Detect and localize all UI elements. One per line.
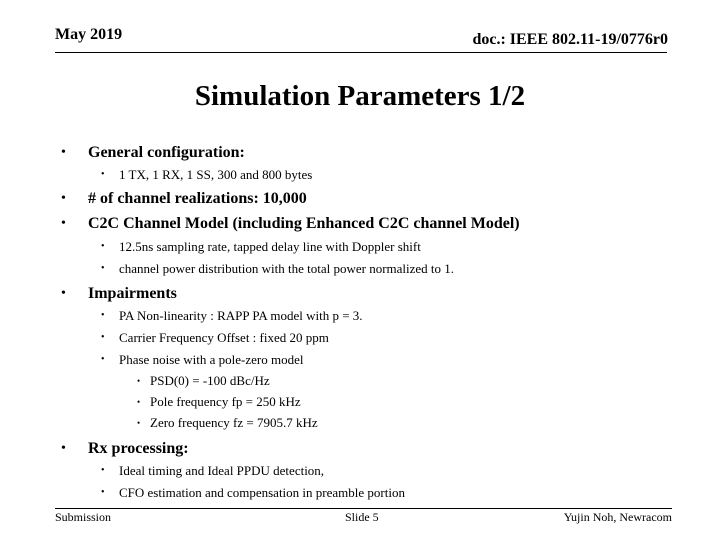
bullet-marker: •: [61, 441, 66, 456]
footer-submission: Submission: [55, 510, 112, 524]
bullet-marker: •: [101, 169, 105, 180]
bullet-marker: •: [101, 310, 105, 321]
bullet-marker: •: [137, 376, 141, 386]
bullet-rx-sub2: CFO estimation and compensation in preamble portion: [119, 485, 405, 500]
bullet-c2c: C2C Channel Model (including Enhanced C2C channel Model): [88, 215, 520, 232]
bullet-imp-sub3: Phase noise with a pole-zero model: [119, 352, 304, 367]
bullet-marker: •: [61, 216, 66, 231]
bullet-pn-sub1: PSD(0) = -100 dBc/Hz: [150, 373, 270, 388]
bullet-rx-sub1: Ideal timing and Ideal PPDU detection,: [119, 463, 325, 478]
bullet-marker: •: [61, 286, 66, 301]
bullet-pn-sub2: Pole frequency fp = 250 kHz: [150, 394, 301, 409]
bullet-realizations: # of channel realizations: 10,000: [88, 190, 307, 207]
bullet-imp-sub1: PA Non-linearity : RAPP PA model with p = 3.: [119, 308, 363, 323]
header-rule: [55, 52, 667, 53]
header-doc-id: doc.: IEEE 802.11-19/0776r0: [472, 31, 668, 48]
bullet-marker: •: [101, 263, 105, 274]
bullet-marker: •: [137, 418, 141, 428]
bullet-marker: •: [101, 241, 105, 252]
footer-rule: [55, 508, 672, 509]
header-date: May 2019: [55, 26, 123, 43]
bullet-marker: •: [61, 145, 66, 160]
bullet-marker: •: [101, 332, 105, 343]
bullet-rx: Rx processing:: [88, 440, 189, 457]
bullet-marker: •: [101, 465, 105, 476]
bullet-marker: •: [101, 354, 105, 365]
bullet-pn-sub3: Zero frequency fz = 7905.7 kHz: [150, 415, 318, 430]
bullet-marker: •: [137, 397, 141, 407]
bullet-marker: •: [101, 487, 105, 498]
bullet-imp-sub2: Carrier Frequency Offset : fixed 20 ppm: [119, 330, 329, 345]
bullet-c2c-sub1: 12.5ns sampling rate, tapped delay line with Doppler shift: [119, 239, 421, 254]
bullet-impairments: Impairments: [88, 285, 177, 302]
bullet-general: General configuration:: [88, 144, 245, 161]
bullet-marker: •: [61, 191, 66, 206]
footer-author: Yujin Noh, Newracom: [563, 510, 672, 524]
footer-slide-number: Slide 5: [345, 510, 379, 524]
slide-title: Simulation Parameters 1/2: [194, 80, 526, 112]
bullet-c2c-sub2: channel power distribution with the total power normalized to 1.: [119, 261, 455, 276]
bullet-general-sub: 1 TX, 1 RX, 1 SS, 300 and 800 bytes: [119, 167, 313, 182]
